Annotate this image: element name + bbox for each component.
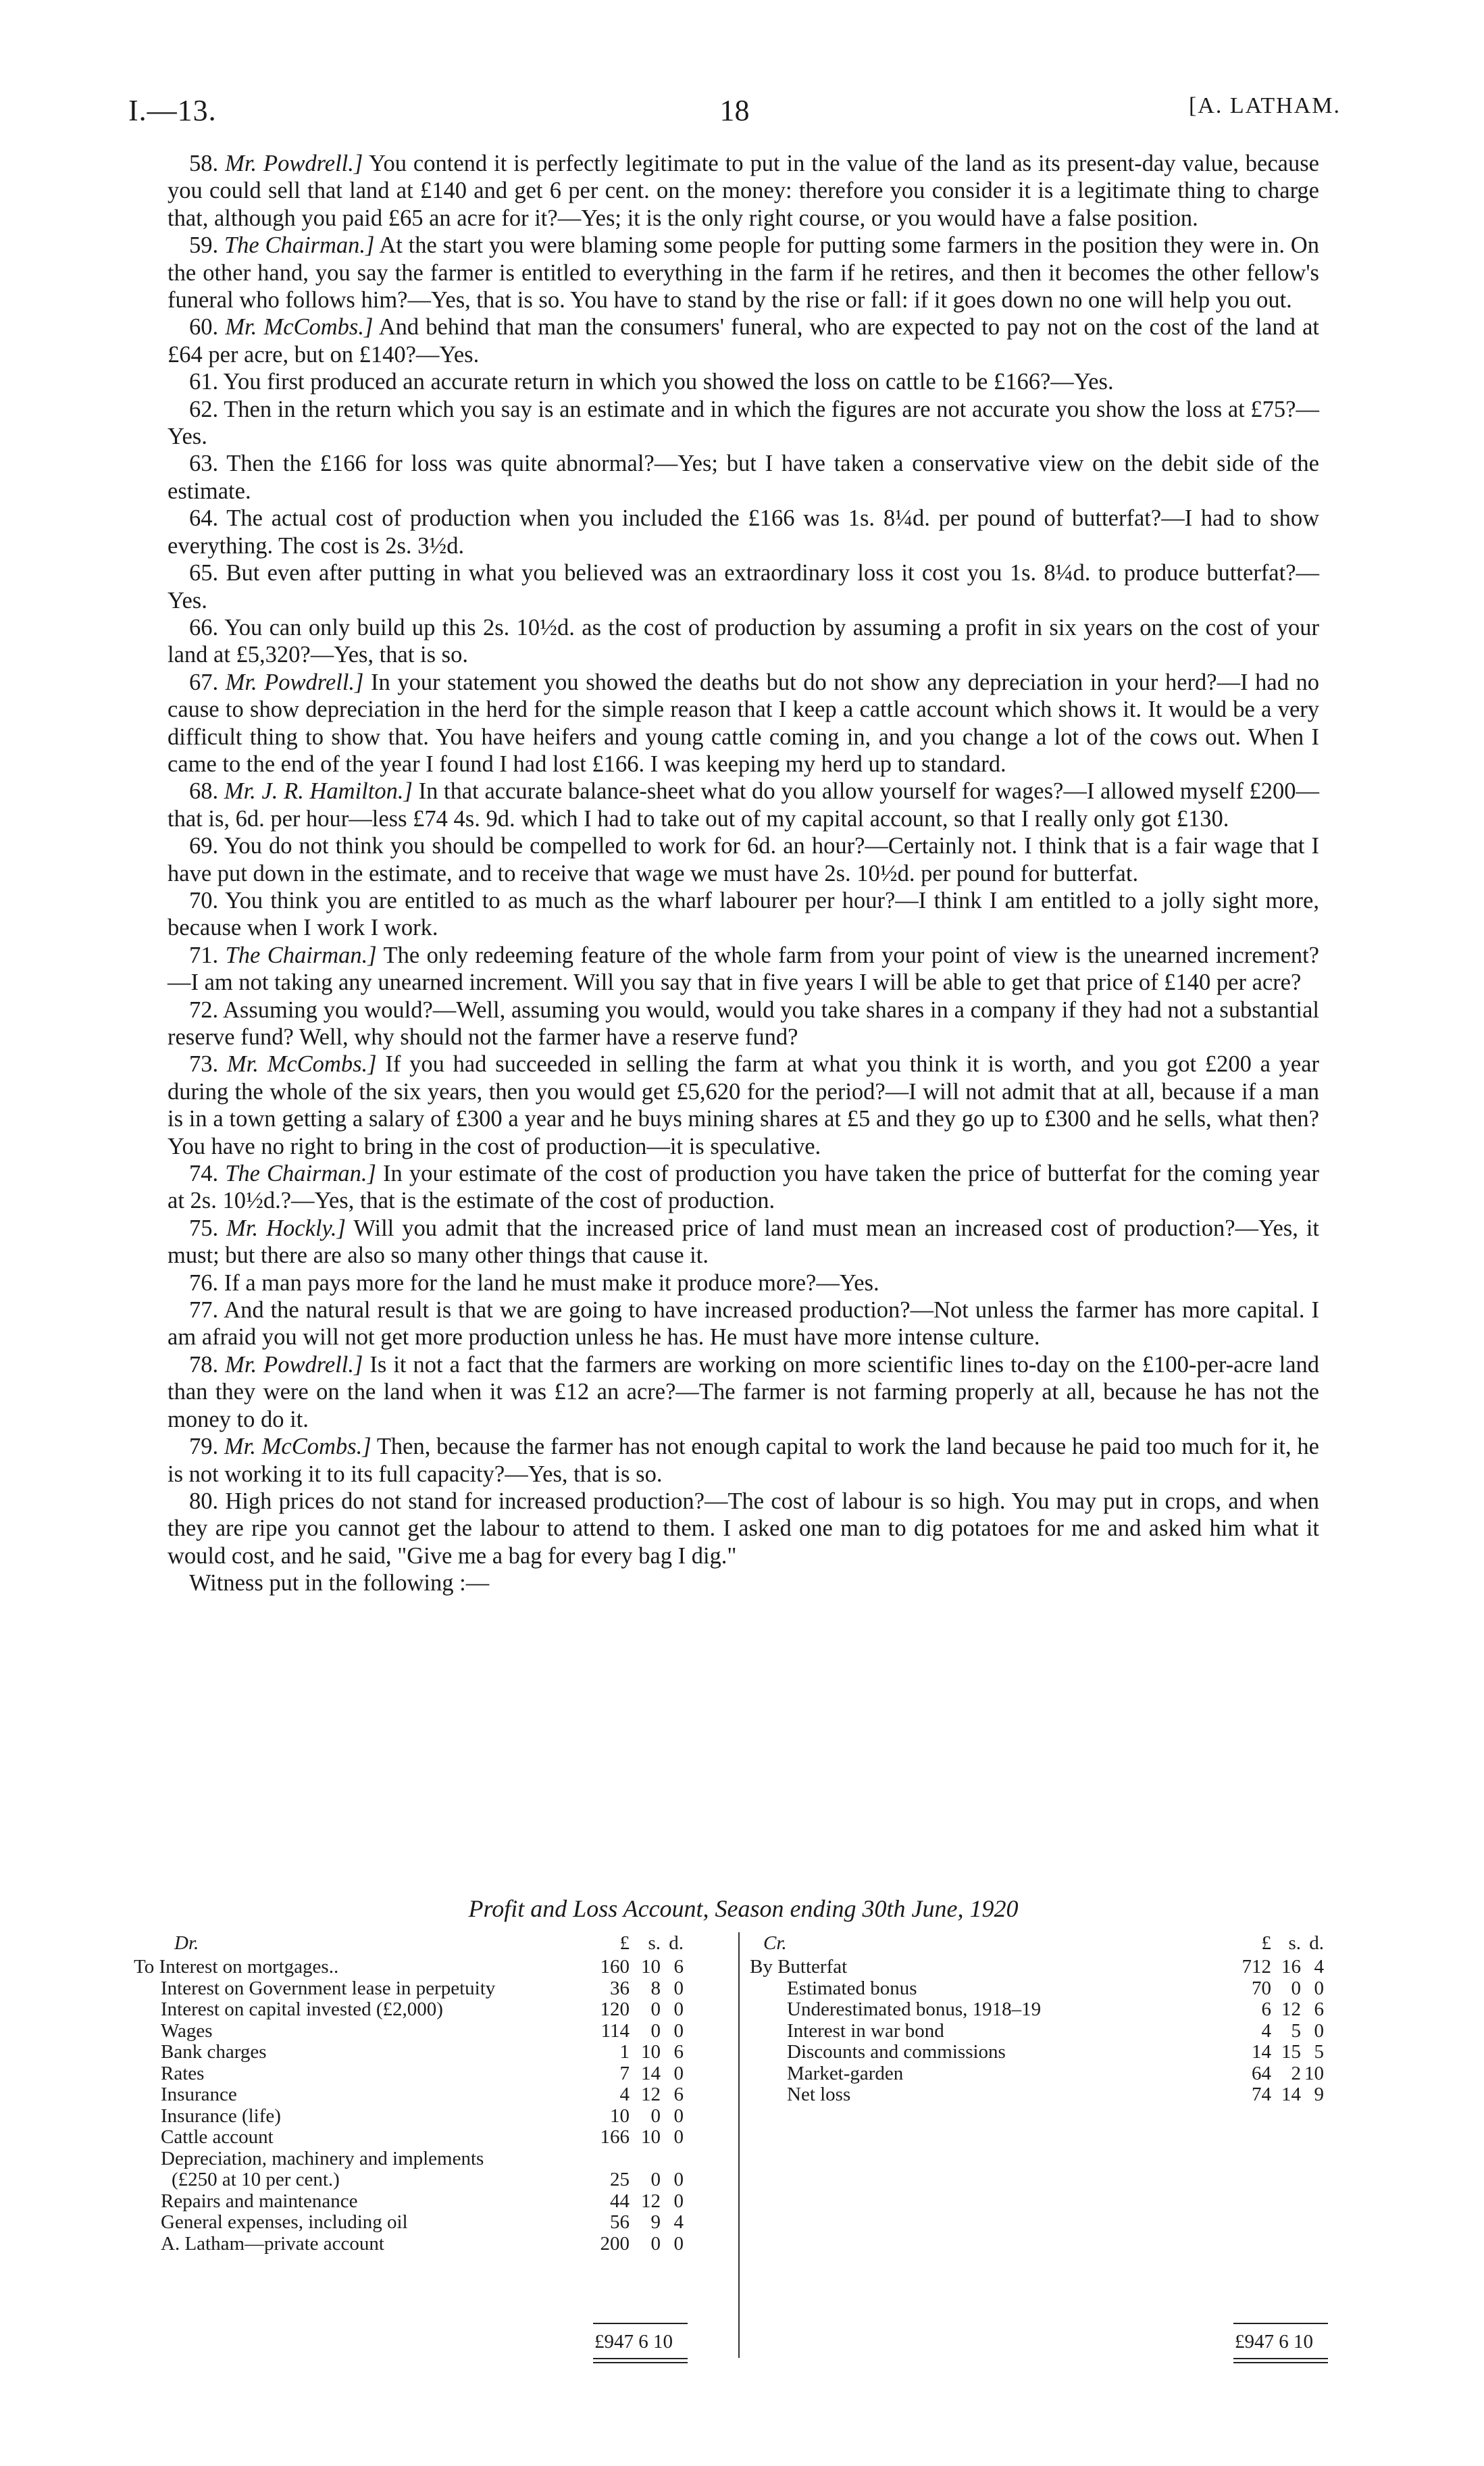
account-item-label: To Interest on mortgages.. [134,1956,339,1978]
question-text: And behind that man the consumers' funeral, who are expected to pay not on the cost of the land at £64 per acre, but on £140?—Yes. [168,314,1320,368]
credit-account-row [750,1957,1337,1978]
question-number: 74. [189,1161,219,1187]
question-text: Then, because the farmer has not enough capital to work the land because he paid too much for it, he is not working it to its full capacity?—Yes, that is so. [168,1434,1319,1487]
amount-shillings: 10 [641,1956,661,1978]
question-number: 78. [189,1351,219,1378]
question-60 [168,313,1319,368]
question-72 [168,997,1319,1051]
question-number: 61. [189,369,219,395]
question-text: If a man pays more for the land he must make it produce more?—Yes. [224,1269,879,1296]
amount-pence: 0 [673,2169,684,2190]
credit-side [750,1932,1337,2352]
question-67 [168,669,1319,778]
account-item-label: Interest on capital invested (£2,000) [161,1998,443,2020]
debit-label: Dr. [174,1932,199,1954]
debit-account-row [134,2169,721,2191]
amount-pounds: 160 [600,1956,630,1978]
question-text: You first produced an accurate return in which you showed the loss on cattle to be £166?—Yes. [223,369,1114,395]
amount-pounds: 56 [610,2211,630,2233]
question-text: You contend it is perfectly legitimate to put in the value of the land as its present-day value, because you could sell that land at £140 and get 6 per cent. on the money: therefore you consider it is a legitimate thing to charge that, although you paid £65 an acre for it?—Yes; it is the only right course, or you would have a false position. [168,151,1319,231]
question-number: 64. [189,505,219,532]
question-64 [168,505,1319,559]
question-text: High prices do not stand for increased production?—The cost of labour is so high. You may put in crops, and when they are ripe you cannot get the labour to attend to them. I asked one man to dig potatoes for me and asked him what it would cost, and he said, "Give me a bag for every bag I dig." [168,1488,1319,1569]
amount-shillings: 12 [1281,1998,1301,2020]
debit-account-row [134,2021,721,2042]
page-header [128,93,1341,134]
debit-account-row [134,1957,721,1978]
account-item-label: Net loss [787,2084,851,2105]
amount-pence: 0 [673,2126,684,2148]
amount-pounds: 200 [600,2232,630,2255]
amount-pence: 0 [1314,1977,1324,1999]
debit-account-row [134,2042,721,2063]
question-number: 73. [189,1051,219,1078]
amount-shillings: 0 [650,2019,661,2042]
question-text: But even after putting in what you believed was an extraordinary loss it cost you 1s. 8¼d. to produce butterfat?—Yes. [168,560,1320,613]
question-text: You can only build up this 2s. 10½d. as the cost of production by assuming a profit in six years on the cost of your land at £5,320?—Yes, that is so. [168,614,1319,668]
debit-total-underline-2 [593,2362,688,2363]
amount-pounds: 74 [1252,2084,1271,2105]
question-61 [168,368,1319,395]
amount-pounds: 44 [610,2190,630,2212]
shillings-head: s. [648,1932,661,1954]
question-number: 71. [189,942,219,968]
question-65 [168,559,1319,614]
credit-header [750,1932,1337,1957]
question-number: 69. [189,833,219,859]
question-62 [168,396,1319,451]
amount-pence: 0 [673,2062,684,2084]
speaker: The Chairman.] [225,942,377,968]
question-70 [168,887,1319,942]
question-text: Then in the return which you say is an estimate and in which the figures are not accurate you show the loss at £75?—Yes. [168,396,1319,450]
amount-shillings: 0 [650,1998,661,2020]
amount-shillings: 12 [641,2084,661,2105]
credit-account-row [750,1999,1337,2021]
account-item-label: Depreciation, machinery and implements [161,2147,484,2169]
debit-account-row [134,2212,721,2234]
page-number: 18 [719,94,750,127]
debit-account-row [134,2063,721,2085]
question-text: In that accurate balance-sheet what do you allow yourself for wages?—I allowed myself £200—that is, 6d. per hour—less £74 4s. 9d. which I had to take out of my capital account, so that I really only got £130. [168,778,1320,832]
amount-pounds: 6 [1261,1998,1271,2020]
credit-account-row [750,2021,1337,2042]
question-text: Assuming you would?—Well, assuming you would, would you take shares in a company if they had not a substantial reserve fund? Well, why should not the farmer have a reserve fund? [168,997,1319,1050]
question-number: 67. [189,669,219,695]
amount-shillings: 0 [650,2105,661,2127]
cr-pence-head: d. [1309,1932,1324,1954]
amount-pounds: 4 [619,2084,630,2105]
question-number: 75. [189,1215,219,1241]
question-text: Will you admit that the increased price of land must mean an increased cost of production?—Yes, it must; but there are also so many other things that cause it. [168,1215,1320,1269]
account-item-label: Wages [161,2019,213,2042]
question-69 [168,832,1319,887]
amount-pence: 0 [673,2232,684,2255]
account-item-label: Interest on Government lease in perpetuity [161,1977,496,1999]
question-number: 63. [189,451,219,477]
credit-account-row [750,2042,1337,2063]
amount-pence: 10 [1304,2062,1324,2084]
question-number: 60. [189,314,219,341]
amount-pence: 0 [1314,2019,1324,2042]
amount-pence: 4 [1314,1956,1324,1978]
amount-pounds: 64 [1252,2062,1271,2084]
question-78 [168,1351,1319,1433]
amount-pounds: 7 [619,2062,630,2084]
question-73 [168,1051,1319,1160]
debit-account-row [134,2084,721,2106]
speaker: Mr. J. R. Hamilton.] [224,778,413,805]
amount-shillings: 16 [1281,1956,1301,1978]
amount-pence: 4 [673,2211,684,2233]
account-divider [738,1932,740,2358]
question-number: 58. [189,151,219,176]
question-number: 72. [189,997,219,1023]
question-71 [168,942,1319,997]
question-number: 70. [189,887,219,913]
question-text: Then the £166 for loss was quite abnormal?—Yes; but I have taken a conservative view on the debit side of the estimate. [168,451,1319,504]
testimony-body [168,150,1319,1597]
account-item-label: Repairs and maintenance [161,2190,358,2212]
amount-shillings: 9 [650,2211,661,2233]
question-text: In your estimate of the cost of production you have taken the price of butterfat for the coming year at 2s. 10½d.?—Yes, that is the estimate of the cost of production. [168,1161,1320,1214]
question-text: Is it not a fact that the farmers are working on more scientific lines to-day on the £100-per-acre land than they were on the land when it was £12 an acre?—The farmer is not farming properly at all, because he has not the money to do it. [168,1351,1320,1432]
account-item-label: Estimated bonus [787,1977,917,1999]
question-80 [168,1488,1319,1569]
amount-shillings: 8 [650,1977,661,1999]
account-item-label: General expenses, including oil [161,2211,408,2233]
debit-account-row [134,2191,721,2213]
question-text: If you had succeeded in selling the farm at what you think it is worth, and you got £200 a year during the whole of the six years, then you would get £5,620 for the period?—I will not admit that at all, because if a man is in a town getting a salary of £300 a year and he buys mining shares at £5 and they go up to £300 and he sells, what then? You have no right to bring in the cost of production—it is speculative. [168,1051,1320,1159]
question-58 [168,150,1319,232]
question-number: 68. [189,778,219,805]
debit-header [134,1932,721,1957]
amount-pounds: 14 [1252,2041,1271,2063]
account-item-label: Underestimated bonus, 1918–19 [787,1998,1042,2020]
debit-total-rule [593,2323,688,2324]
debit-side [134,1932,721,2352]
credit-total-rule [1233,2323,1328,2324]
account-item-label: Cattle account [161,2126,274,2148]
question-number: 65. [189,560,219,586]
credit-label: Cr. [763,1932,787,1954]
amount-pence: 6 [1314,1998,1324,2020]
amount-pence: 0 [673,1977,684,1999]
question-number: 76. [189,1269,219,1296]
question-text: In your statement you showed the deaths but do not show any depreciation in your herd?—I had no cause to show depreciation in the herd for the simple reason that I keep a cattle account which shows it. It would be a very difficult thing to show that. You have heifers and young cattle coming in, and you change a lot of the cows out. When I came to the end of the year I found I had lost £166. I was keeping my herd up to standard. [168,669,1319,777]
amount-pounds: 4 [1261,2019,1271,2042]
pence-head: d. [669,1932,684,1954]
amount-shillings: 10 [641,2041,661,2063]
amount-pounds: 120 [600,1998,630,2020]
question-number: 62. [189,396,219,422]
question-text: You think you are entitled to as much as the wharf labourer per hour?—I think I am entitled to a jolly sight more, because when I work I work. [168,887,1319,941]
debit-account-row [134,2148,721,2170]
question-number: 79. [189,1434,219,1460]
account-item-label: By Butterfat [750,1956,848,1978]
credit-account-row [750,1978,1337,2000]
speaker: Mr. Powdrell.] [225,669,364,695]
question-68 [168,778,1319,832]
speaker: Mr. Powdrell.] [225,151,363,176]
amount-shillings: 0 [650,2232,661,2255]
amount-pounds: 25 [610,2169,630,2190]
account-item-label: (£250 at 10 per cent.) [172,2169,340,2190]
amount-shillings: 0 [1291,1977,1301,1999]
amount-pence: 6 [673,2084,684,2105]
question-number: 80. [189,1488,219,1514]
amount-shillings: 0 [650,2169,661,2190]
amount-pounds: 36 [610,1977,630,1999]
speaker: Mr. McCombs.] [225,314,374,341]
credit-total-underline [1233,2358,1328,2359]
amount-pence: 0 [673,2190,684,2212]
amount-pence: 6 [673,1956,684,1978]
witness-name: [A. LATHAM. [1188,93,1341,118]
amount-pence: 0 [673,2019,684,2042]
amount-pence: 0 [673,1998,684,2020]
question-text: You do not think you should be compelled to work for 6d. an hour?—Certainly not. I think that is a fair wage that I have put down in the estimate, and to receive that wage we must have 2s. 10½d. per pound for butterfat. [168,833,1319,886]
question-66 [168,614,1319,669]
question-77 [168,1297,1319,1351]
debit-total-underline [593,2358,688,2359]
question-text: The only redeeming feature of the whole farm from your point of view is the unearned increment?—I am not taking any unearned increment. Will you say that in five years I will be able to get that price of £140 per acre? [168,942,1319,996]
pounds-head: £ [619,1932,630,1954]
amount-pounds: 10 [610,2105,630,2127]
amount-shillings: 12 [641,2190,661,2212]
question-74 [168,1160,1319,1215]
amount-pounds: 70 [1252,1977,1271,1999]
account-item-label: A. Latham—private account [161,2232,384,2255]
cr-pounds-head: £ [1261,1932,1271,1954]
amount-pence: 5 [1314,2041,1324,2063]
question-59 [168,232,1319,313]
question-text: At the start you were blaming some people for putting some farmers in the position they were in. On the other hand, you say the farmer is entitled to everything in the farm if he retires, and then it becomes the other fellow's funeral who follows him?—Yes, that is so. You have to stand by the rise or fall: if it goes down no one will help you out. [168,232,1319,313]
question-number: 59. [189,232,219,259]
account-item-label: Insurance [161,2084,237,2105]
credit-account-row [750,2063,1337,2085]
speaker: Mr. McCombs.] [224,1434,372,1460]
account-item-label: Bank charges [161,2041,267,2063]
amount-shillings: 14 [1281,2084,1301,2105]
document-reference: I.—13. [128,94,217,127]
question-text: The actual cost of production when you included the £166 was 1s. 8¼d. per pound of butterfat?—I had to show everything. The cost is 2s. 3½d. [168,505,1319,559]
amount-shillings: 14 [641,2062,661,2084]
speaker: The Chairman.] [224,232,375,259]
account-item-label: Interest in war bond [787,2019,944,2042]
account-item-label: Discounts and commissions [787,2041,1006,2063]
question-63 [168,450,1319,505]
profit-loss-account [134,1932,1343,2365]
amount-shillings: 2 [1291,2062,1301,2084]
witness-statement: Witness put in the following :— [189,1570,490,1596]
credit-total-underline-2 [1233,2362,1328,2363]
debit-account-row [134,2234,721,2255]
amount-pence: 0 [673,2105,684,2127]
debit-account-row [134,2106,721,2128]
amount-pence: 6 [673,2041,684,2063]
account-item-label: Rates [161,2062,205,2084]
debit-account-row [134,1999,721,2021]
account-item-label: Insurance (life) [161,2105,281,2127]
speaker: Mr. Hockly.] [226,1215,346,1241]
amount-pounds: 712 [1242,1956,1271,1978]
question-number: 66. [189,614,219,640]
question-79 [168,1433,1319,1488]
credit-total: £947 6 10 [1235,2331,1313,2352]
account-caption: Profit and Loss Account, Season ending 30th June, 1920 [468,1895,1019,1922]
speaker: Mr. Powdrell.] [225,1351,363,1378]
debit-account-row [134,2127,721,2148]
amount-shillings: 15 [1281,2041,1301,2063]
amount-pounds: 1 [619,2041,630,2063]
amount-pounds: 114 [600,2019,630,2042]
speaker: Mr. McCombs.] [226,1051,377,1078]
amount-shillings: 10 [641,2126,661,2148]
account-item-label: Market-garden [787,2062,904,2084]
amount-pounds: 166 [600,2126,630,2148]
credit-account-row [750,2084,1337,2106]
debit-account-row [134,1978,721,2000]
speaker: The Chairman.] [225,1161,376,1187]
debit-total: £947 6 10 [594,2331,673,2352]
question-text: And the natural result is that we are going to have increased production?—Not unless the farmer has more capital. I am afraid you will not get more production unless he has. He must have more intense culture. [168,1297,1319,1351]
amount-shillings: 5 [1291,2019,1301,2042]
question-75 [168,1215,1319,1269]
amount-pence: 9 [1314,2084,1324,2105]
question-76 [168,1269,1319,1297]
question-number: 77. [189,1297,219,1324]
cr-shillings-head: s. [1288,1932,1301,1954]
